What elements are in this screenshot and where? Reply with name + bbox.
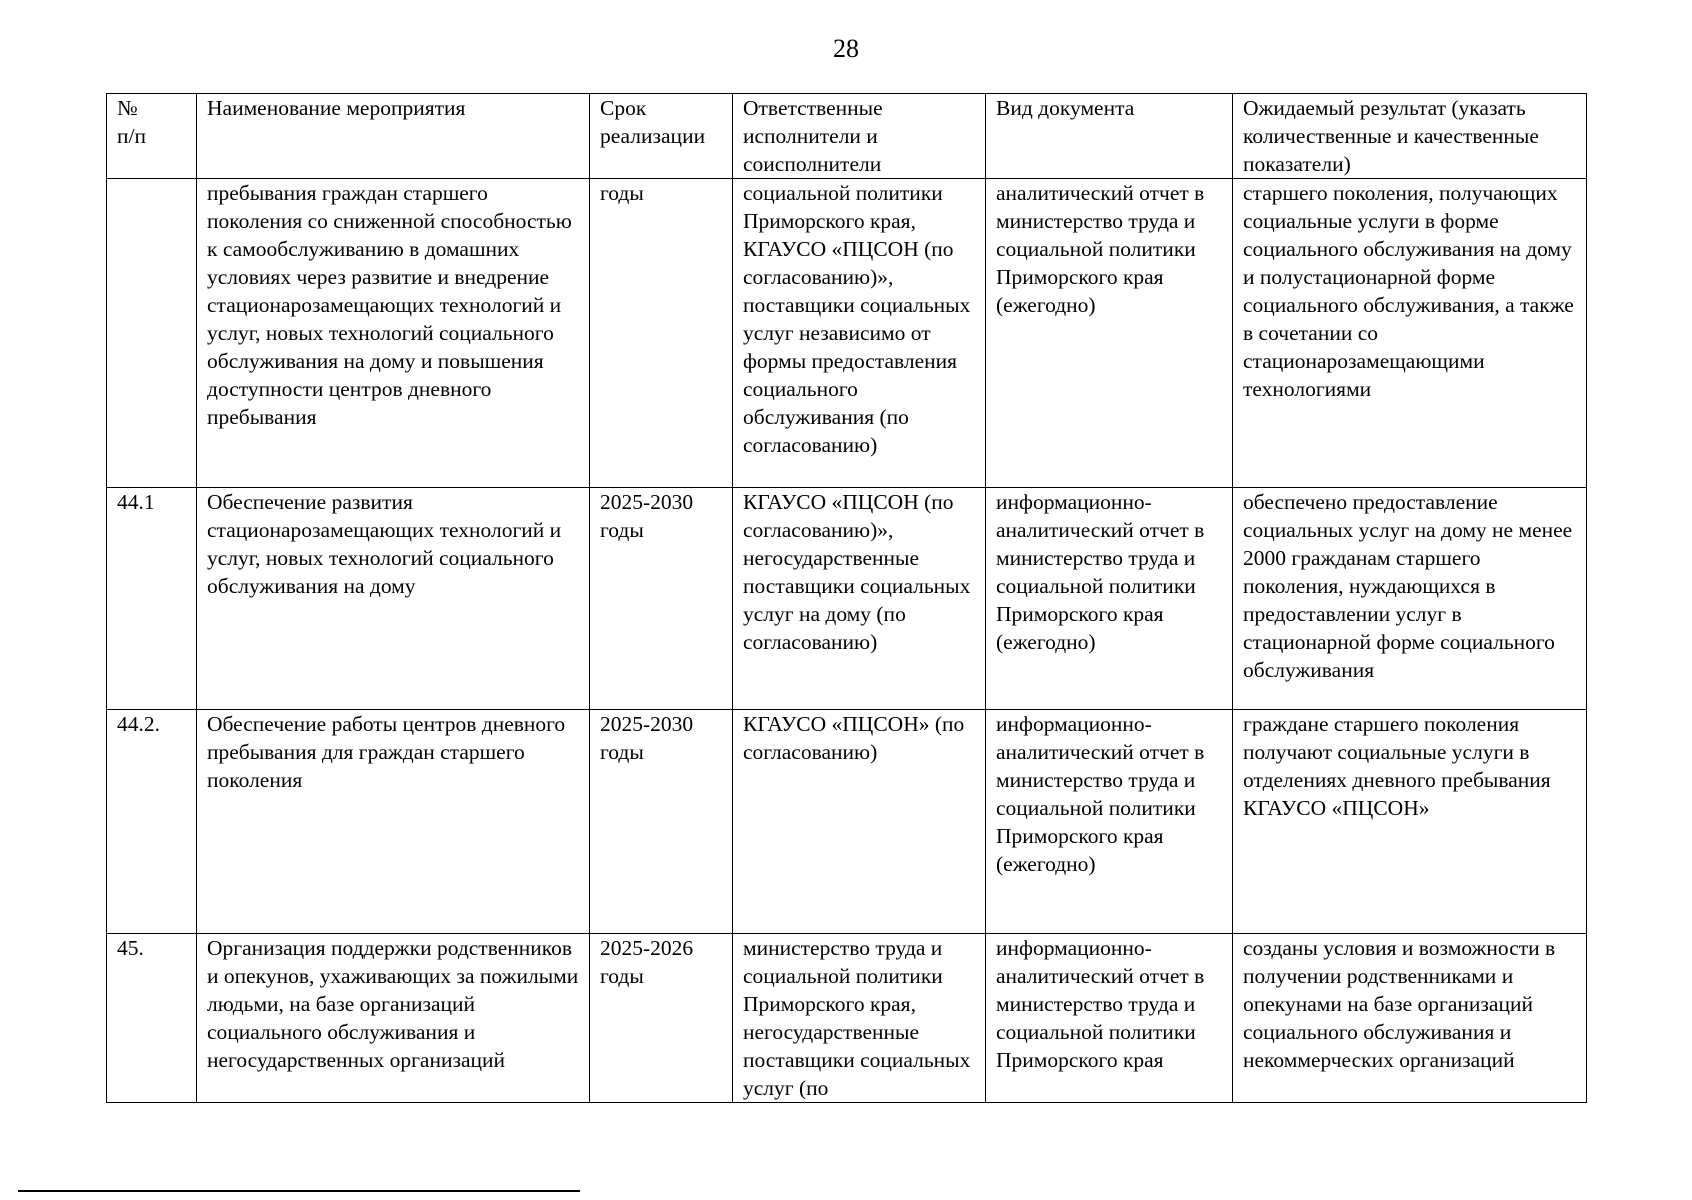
header-term: Срок реализации bbox=[590, 94, 733, 179]
header-num: № п/п bbox=[107, 94, 197, 179]
row-executors: министерство труда и социальной политики Приморского края, негосударственные поставщики социальных услуг (по bbox=[733, 934, 986, 1103]
row-number: 45. bbox=[107, 934, 197, 1103]
row-result: обеспечено предоставление социальных услуг на дому не менее 2000 гражданам старшего поколения, нуждающихся в предоставлении услуг в стационарной форме социального обслуживания bbox=[1233, 488, 1587, 710]
header-result: Ожидаемый результат (указать количественные и качественные показатели) bbox=[1233, 94, 1587, 179]
row-name: пребывания граждан старшего поколения со сниженной способностью к самообслуживанию в домашних условиях через развитие и внедрение стационарозамещающих технологий и услуг, новых технологий социального обслуживания на дому и повышения доступности центров дневного пребывания bbox=[197, 179, 590, 488]
row-term: 2025-2030 годы bbox=[590, 488, 733, 710]
row-number: 44.1 bbox=[107, 488, 197, 710]
table-row bbox=[107, 934, 1587, 1103]
header-doc-type: Вид документа bbox=[986, 94, 1233, 179]
row-doc-type: информационно-аналитический отчет в министерство труда и социальной политики Приморского края (ежегодно) bbox=[986, 710, 1233, 934]
row-result: старшего поколения, получающих социальные услуги в форме социального обслуживания на дому и полустационарной форме социального обслуживания, а также в сочетании со стационарозамещающими технологиями bbox=[1233, 179, 1587, 488]
row-term: 2025-2030 годы bbox=[590, 710, 733, 934]
row-name: Обеспечение развития стационарозамещающих технологий и услуг, новых технологий социального обслуживания на дому bbox=[197, 488, 590, 710]
row-executors: КГАУСО «ПЦСОН (по согласованию)», негосударственные поставщики социальных услуг на дому (по согласованию) bbox=[733, 488, 986, 710]
row-doc-type: информационно-аналитический отчет в министерство труда и социальной политики Приморского края bbox=[986, 934, 1233, 1103]
row-doc-type: аналитический отчет в министерство труда и социальной политики Приморского края (ежегодно) bbox=[986, 179, 1233, 488]
action-plan-table bbox=[106, 93, 1587, 1103]
table-row bbox=[107, 179, 1587, 488]
row-doc-type: информационно-аналитический отчет в министерство труда и социальной политики Приморского края (ежегодно) bbox=[986, 488, 1233, 710]
row-name: Организация поддержки родственников и опекунов, ухаживающих за пожилыми людьми, на базе организаций социального обслуживания и негосударственных организаций bbox=[197, 934, 590, 1103]
table-row bbox=[107, 488, 1587, 710]
row-executors: КГАУСО «ПЦСОН» (по согласованию) bbox=[733, 710, 986, 934]
row-name: Обеспечение работы центров дневного пребывания для граждан старшего поколения bbox=[197, 710, 590, 934]
header-name: Наименование мероприятия bbox=[197, 94, 590, 179]
page-number: 28 bbox=[833, 34, 859, 63]
row-result: граждане старшего поколения получают социальные услуги в отделениях дневного пребывания КГАУСО «ПЦСОН» bbox=[1233, 710, 1587, 934]
row-number bbox=[107, 179, 197, 488]
header-executors: Ответственные исполнители и соисполнители bbox=[733, 94, 986, 179]
row-executors: социальной политики Приморского края, КГАУСО «ПЦСОН (по согласованию)», поставщики социальных услуг независимо от формы предоставления социального обслуживания (по согласованию) bbox=[733, 179, 986, 488]
row-term: 2025-2026 годы bbox=[590, 934, 733, 1103]
table-header-row bbox=[107, 94, 1587, 179]
row-number: 44.2. bbox=[107, 710, 197, 934]
row-term: годы bbox=[590, 179, 733, 488]
table-row bbox=[107, 710, 1587, 934]
row-result: созданы условия и возможности в получении родственниками и опекунами на базе организаций социального обслуживания и некоммерческих организаций bbox=[1233, 934, 1587, 1103]
footnote-separator bbox=[18, 1190, 580, 1192]
